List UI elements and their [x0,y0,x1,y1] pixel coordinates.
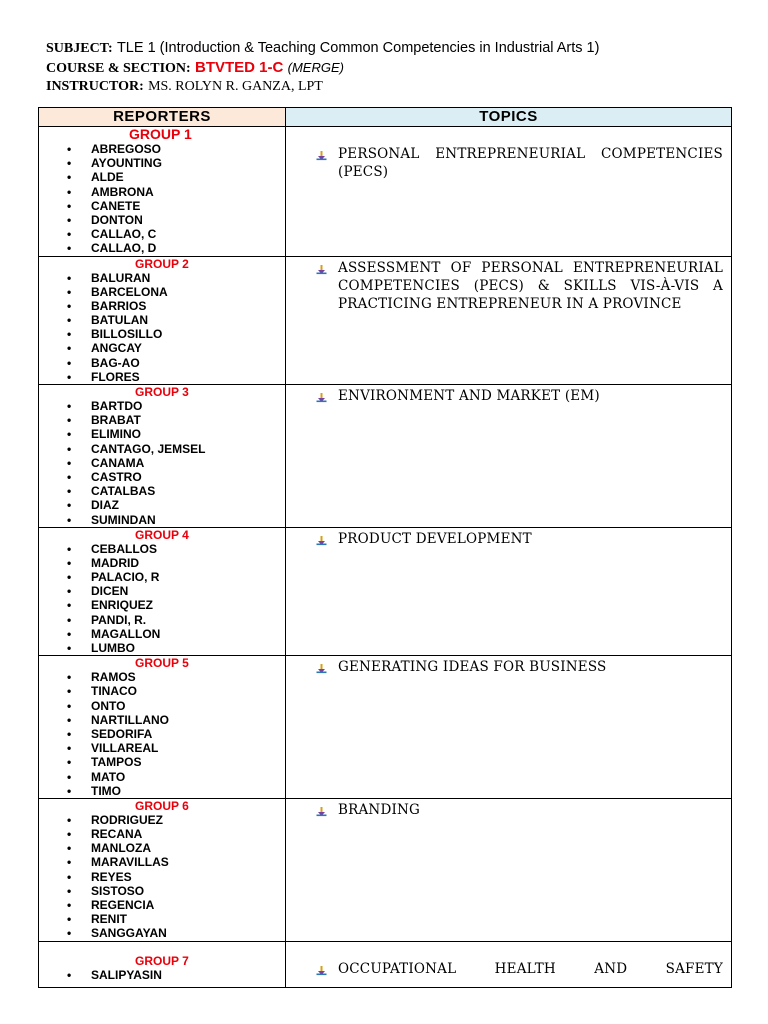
member-item: • MARAVILLAS [39,855,285,869]
group-title: GROUP 3 [135,385,189,399]
member-item: • CANAMA [39,456,285,470]
topic-text: ENVIRONMENT AND MARKET (EM) [338,388,600,404]
member-item: • BARTDO [39,399,285,413]
group-row [39,256,732,385]
subject-value: TLE 1 (Introduction & Teaching Common Competencies in Industrial Arts 1) [116,40,600,56]
member-list [39,142,285,256]
topic-item [286,257,731,313]
arrow-bullet-icon [316,663,327,674]
topic-cell [286,385,732,528]
member-item: • PALACIO, R [39,570,285,584]
member-item: • AYOUNTING [39,156,285,170]
member-item: • CANETE [39,199,285,213]
group-title: GROUP 6 [135,798,189,813]
member-item: • MANLOZA [39,841,285,855]
member-item: • BATULAN [39,313,285,327]
arrow-bullet-icon [316,392,327,403]
group-row [39,656,732,799]
member-item: • RODRIGUEZ [39,813,285,827]
member-item: • CALLAO, C [39,227,285,241]
reporters-cell [39,385,286,528]
member-item: • REGENCIA [39,898,285,912]
member-item: • SANGGAYAN [39,926,285,940]
member-list [39,271,285,385]
member-item: • BAG-AO [39,356,285,370]
topic-cell [286,798,732,941]
topic-text: OCCUPATIONAL HEALTH AND SAFETY [338,960,723,977]
member-item: • BARRIOS [39,299,285,313]
member-item: • TINACO [39,684,285,698]
member-item: • CASTRO [39,470,285,484]
topic-item [286,942,731,978]
member-item: • SALIPYASIN [39,968,285,982]
member-item: • RECANA [39,827,285,841]
group-row [39,385,732,528]
group-row [39,941,732,987]
reporters-cell [39,656,286,799]
course-line [46,58,746,77]
member-item: • VILLAREAL [39,741,285,755]
topic-cell [286,256,732,385]
topic-cell [286,941,732,987]
member-item: • ENRIQUEZ [39,598,285,612]
member-item: • SISTOSO [39,884,285,898]
member-item: • BALURAN [39,271,285,285]
member-list [39,670,285,798]
group-title: GROUP 4 [135,527,189,542]
member-item: • ONTO [39,699,285,713]
member-item: • AMBRONA [39,185,285,199]
topics-column-header: TOPICS [286,108,732,127]
document-header [46,39,746,96]
member-item: • DONTON [39,213,285,227]
member-item: • DIAZ [39,498,285,512]
topic-text: ASSESSMENT OF PERSONAL ENTREPRENEURIAL COMPETENCIES (PECS) & SKILLS VIS-À-VIS A PRACTICING ENTREPRENEUR IN A PROVINCE [338,259,723,312]
member-list [39,399,285,527]
group-row [39,127,732,257]
reporters-cell [39,798,286,941]
instructor-line [46,77,746,96]
arrow-bullet-icon [316,150,327,161]
group-title: GROUP 5 [135,656,189,671]
member-item: • BILLOSILLO [39,327,285,341]
member-item: • MADRID [39,556,285,570]
member-item: • TIMO [39,784,285,798]
reporters-column-header: REPORTERS [39,108,286,127]
member-item: • CEBALLOS [39,542,285,556]
topic-text: BRANDING [338,801,421,818]
member-item: • NARTILLANO [39,713,285,727]
topic-item [286,385,731,405]
reporters-cell [39,941,286,987]
topic-text: PRODUCT DEVELOPMENT [338,530,532,547]
member-item: • DICEN [39,584,285,598]
member-item: • PANDI, R. [39,613,285,627]
reporters-topics-table [38,107,732,988]
group-title: GROUP 7 [135,953,189,968]
table-header-row [39,108,732,127]
topic-item [286,528,731,548]
member-item: • ANGCAY [39,341,285,355]
course-value: BTVTED 1-C [195,59,284,76]
arrow-bullet-icon [316,264,327,275]
arrow-bullet-icon [316,806,327,817]
subject-line [46,39,746,58]
topic-cell [286,527,732,656]
member-list [39,813,285,941]
topic-cell [286,127,732,257]
topic-item [286,799,731,819]
topic-item [286,656,731,676]
subject-label: SUBJECT: [46,41,113,56]
topic-text: PERSONAL ENTREPRENEURIAL COMPETENCIES (PECS) [338,146,723,180]
course-label: COURSE & SECTION: [46,61,191,76]
member-item: • CALLAO, D [39,241,285,255]
topic-item [286,127,731,181]
member-item: • CATALBAS [39,484,285,498]
member-item: • CANTAGO, JEMSEL [39,442,285,456]
member-item: • SUMINDAN [39,513,285,527]
arrow-bullet-icon [316,535,327,546]
group-title: GROUP 1 [129,126,192,142]
topic-cell [286,656,732,799]
reporters-cell [39,127,286,257]
group-row [39,798,732,941]
member-list [39,542,285,656]
reporters-cell [39,256,286,385]
member-item: • RENIT [39,912,285,926]
member-item: • LUMBO [39,641,285,655]
arrow-bullet-icon [316,965,327,976]
member-item: • BRABAT [39,413,285,427]
member-item: • MATO [39,770,285,784]
instructor-label: INSTRUCTOR: [46,79,144,94]
member-item: • ELIMINO [39,427,285,441]
topic-text: GENERATING IDEAS FOR BUSINESS [338,659,607,676]
group-title: GROUP 2 [135,256,189,271]
member-item: • FLORES [39,370,285,384]
group-row [39,527,732,656]
member-item: • MAGALLON [39,627,285,641]
course-note: (MERGE) [287,60,344,75]
instructor-value: MS. ROLYN R. GANZA, LPT [148,79,323,94]
member-item: • REYES [39,870,285,884]
member-item: • BARCELONA [39,285,285,299]
member-list [39,968,285,982]
member-item: • RAMOS [39,670,285,684]
member-item: • ABREGOSO [39,142,285,156]
reporters-cell [39,527,286,656]
member-item: • ALDE [39,170,285,184]
member-item: • SEDORIFA [39,727,285,741]
member-item: • TAMPOS [39,755,285,769]
